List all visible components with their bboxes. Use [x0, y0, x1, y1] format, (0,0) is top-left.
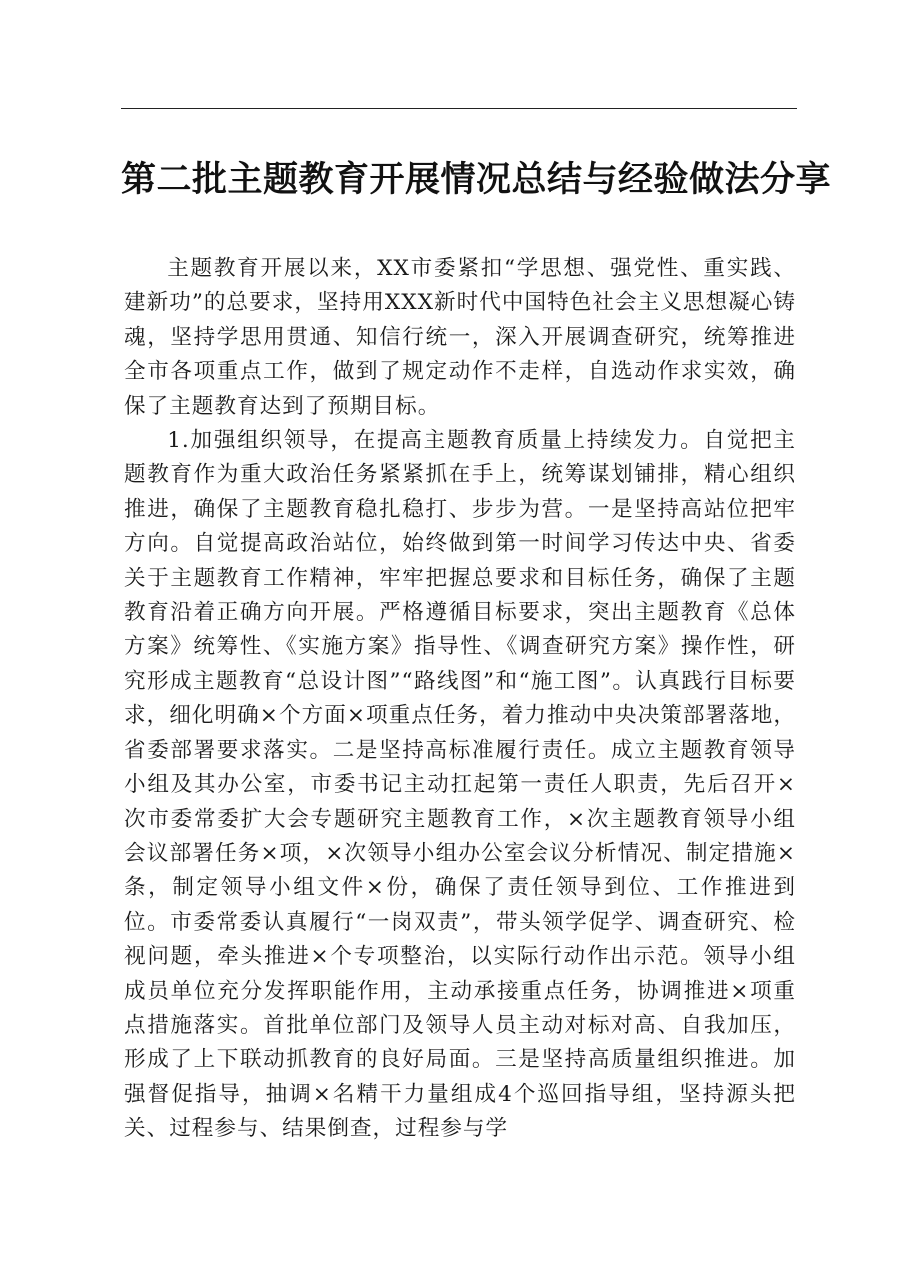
paragraph-intro: 主题教育开展以来，XX市委紧扣“学思想、强党性、重实践、建新功”的总要求，坚持用XXX新时代中国特色社会主义思想凝心铸魂，坚持学思用贯通、知信行统一，深入开展调查研究，统筹推进全市各项重点工作，做到了规定动作不走样，自选动作求实效，确保了主题教育达到了预期目标。 [124, 256, 796, 419]
document-title: 第二批主题教育开展情况总结与经验做法分享 [121, 160, 832, 200]
document-body [124, 252, 796, 1147]
header-rule [121, 108, 797, 109]
paragraph-section-1: 1.加强组织领导，在提高主题教育质量上持续发力。自觉把主题教育作为重大政治任务紧紧抓在手上，统筹谋划铺排，精心组织推进，确保了主题教育稳扎稳打、步步为营。一是坚持高站位把牢方向。自觉提高政治站位，始终做到第一时间学习传达中央、省委关于主题教育工作精神，牢牢把握总要求和目标任务，确保了主题教育沿着正确方向开展。严格遵循目标要求，突出主题教育《总体方案》统筹性、《实施方案》指导性、《调查研究方案》操作性，研究形成主题教育“总设计图”“路线图”和“施工图”。认真践行目标要求，细化明确×个方面×项重点任务，着力推动中央决策部署落地，省委部署要求落实。二是坚持高标准履行责任。成立主题教育领导小组及其办公室，市委书记主动扛起第一责任人职责，先后召开×次市委常委扩大会专题研究主题教育工作，×次主题教育领导小组会议部署任务×项，×次领导小组办公室会议分析情况、制定措施×条，制定领导小组文件×份，确保了责任领导到位、工作推进到位。市委常委认真履行“一岗双责”，带头领学促学、调查研究、检视问题，牵头推进×个专项整治，以实际行动作出示范。领导小组成员单位充分发挥职能作用，主动承接重点任务，协调推进×项重点措施落实。首批单位部门及领导人员主动对标对高、自我加压，形成了上下联动抓教育的良好局面。三是坚持高质量组织推进。加强督促指导，抽调×名精干力量组成4个巡回指导组，坚持源头把关、过程参与、结果倒查，过程参与学 [124, 428, 796, 1142]
